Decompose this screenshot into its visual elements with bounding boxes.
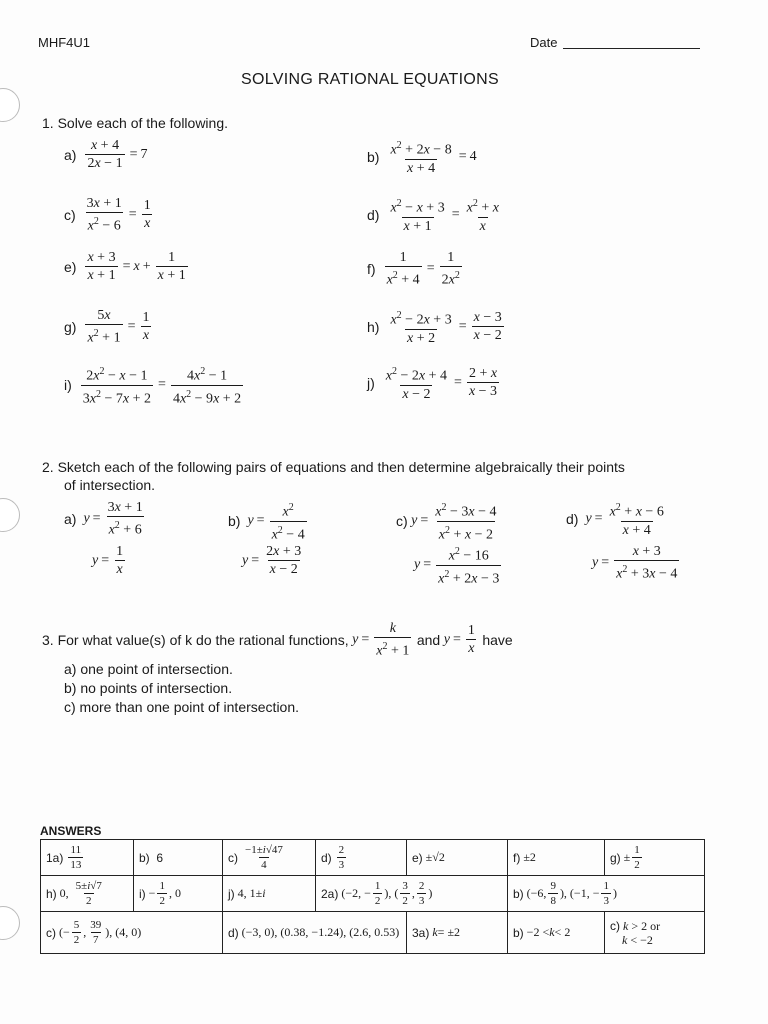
question-3-prompt-text: 3. For what value(s) of k do the rational functions,	[42, 631, 349, 648]
q1-c: c) $\frac{3x + 1}{x^2 - 6}$ = $\frac{1}{x}$	[64, 196, 151, 234]
q2-c-eq1: c) y = $\frac{x^2 - 3x - 4}{x^2 + x - 2}$	[396, 502, 497, 543]
answers-heading: ANSWERS	[40, 824, 102, 838]
q3-b: b) no points of intersection.	[64, 680, 233, 696]
answer-1c: c) $\frac{-1\pm i√47}{4}$	[228, 844, 283, 871]
q2-b-eq2: y = $\frac{2x + 3}{x - 2}$	[242, 544, 302, 577]
binder-hole-top	[0, 88, 20, 122]
question-2-prompt-line1: 2. Sketch each of the following pairs of equations and then determine algebraically their points	[42, 459, 625, 475]
question-2-prompt-line2: of intersection.	[64, 477, 156, 493]
answer-1b: b) 6	[139, 850, 164, 865]
q1-f: f) $\frac{1}{x^2 + 4}$ = $\frac{1}{2x^2}$	[367, 250, 460, 288]
answer-2c: c) (− $\frac{5}{2}$ , $\frac{39}{7}$ ), (4, 0)	[46, 919, 142, 946]
q3-a: a) one point of intersection.	[64, 661, 233, 677]
answer-1g: g) ± $\frac{1}{2}$	[610, 844, 640, 871]
answer-3a: 3a) k = ±2	[412, 925, 461, 940]
page-title: SOLVING RATIONAL EQUATIONS	[241, 71, 499, 88]
answer-1e: e) ±√2	[412, 850, 445, 865]
q1-i: i) $\frac{2x^2 - x - 1}{3x^2 - 7x + 2}$ = $\frac{4x^2 - 1}{4x^2 - 9x + 2}$	[64, 366, 242, 407]
q2-b-eq1: b) y = $\frac{x^2}{x^2 - 4}$	[228, 502, 305, 543]
answer-3c: c) k > 2 or k < −2	[610, 918, 661, 947]
answer-2a: 2a) (−2, − $\frac{1}{2}$ ), ( $\frac{3}{2}$ , $\frac{2}{3}$ )	[321, 880, 433, 907]
question-3-prompt: 3. For what value(s) of k do the rational functions, y = $\frac{k}{x^2 + 1}$ and y = $\frac{1}{x}$ have	[42, 621, 513, 659]
q2-c-eq2: y = $\frac{x^2 - 16}{x^2 + 2x - 3}$	[414, 546, 500, 587]
date-line[interactable]	[563, 48, 700, 49]
q1-d: d) $\frac{x^2 - x + 3}{x + 1}$ = $\frac{x^2 + x}{x}$	[367, 198, 499, 234]
answer-1f: f) ±2	[513, 850, 536, 865]
q1-h: h) $\frac{x^2 - 2x + 3}{x + 2}$ = $\frac{x - 3}{x - 2}$	[367, 310, 502, 346]
answer-2d: d) (−3, 0), (0.38, −1.24), (2.6, 0.53)	[228, 925, 400, 940]
q2-a-eq2: y = $\frac{1}{x}$	[92, 544, 124, 577]
binder-hole-bottom	[0, 906, 20, 940]
q1-j: j) $\frac{x^2 - 2x + 4}{x - 2}$ = $\frac{2 + x}{x - 3}$	[367, 366, 498, 402]
q3-c: c) more than one point of intersection.	[64, 699, 300, 715]
date-label: Date	[530, 35, 558, 50]
question-1-prompt: 1. Solve each of the following.	[42, 115, 229, 131]
question-3-and: and	[416, 631, 441, 648]
answer-3b: b) −2 < k < 2	[513, 925, 571, 940]
q2-a-eq1: a) y = $\frac{3x + 1}{x^2 + 6}$	[64, 500, 143, 538]
answer-2b: b) (−6, $\frac{9}{8}$ ), (−1, − $\frac{1}{3}$ )	[513, 880, 617, 907]
q1-g: g) $\frac{5x}{x^2 + 1}$ = $\frac{1}{x}$	[64, 308, 150, 346]
binder-hole-middle	[0, 498, 20, 532]
answer-1h: h) 0, $\frac{5\pm i√7}{2}$	[46, 880, 102, 907]
q1-e: e) $\frac{x + 3}{x + 1}$ = x + $\frac{1}{x + 1}$	[64, 250, 186, 283]
answer-1d: d) $\frac{2}{3}$	[321, 844, 345, 871]
q1-a: a) $\frac{x + 4}{2x - 1}$ = 7	[64, 138, 148, 171]
answer-1i: i) − $\frac{1}{2}$ , 0	[139, 880, 181, 907]
answer-1a: 1a) $\frac{11}{13}$	[46, 844, 82, 871]
q2-d-eq1: d) y = $\frac{x^2 + x - 6}{x + 4}$	[566, 502, 664, 538]
q2-d-eq2: y = $\frac{x + 3}{x^2 + 3x - 4}$	[592, 544, 678, 582]
question-3-have: have	[482, 631, 513, 648]
answer-1j: j) 4, 1± i	[228, 886, 266, 901]
q1-b: b) $\frac{x^2 + 2x - 8}{x + 4}$ = 4	[367, 140, 477, 176]
answers-table	[40, 839, 705, 954]
course-code: MHF4U1	[38, 35, 91, 50]
